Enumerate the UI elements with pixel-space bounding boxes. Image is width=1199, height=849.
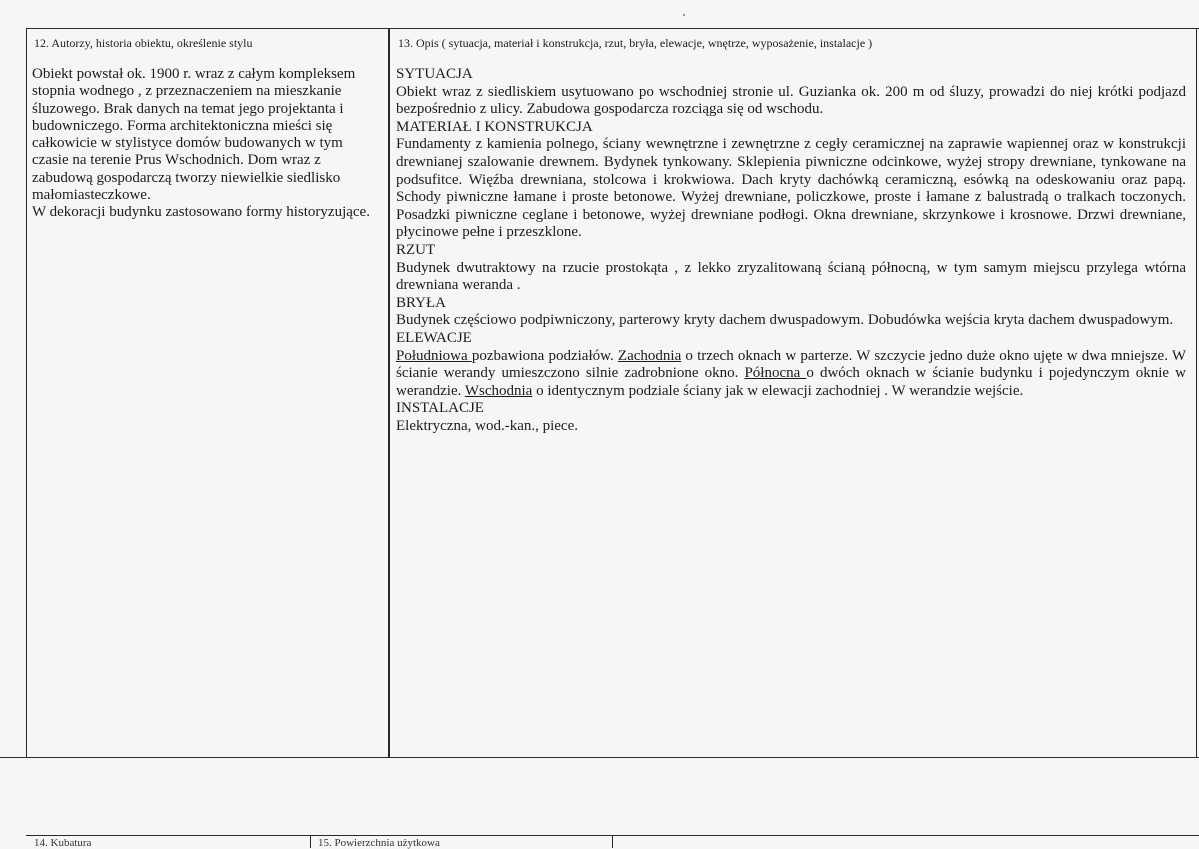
south-elevation-label: Południowa (396, 347, 472, 364)
top-border (26, 28, 1199, 29)
decoration-paragraph: W dekoracji budynku zastosowano formy historyzujące. (32, 204, 370, 221)
footer-cubature-label: 14. Kubatura (34, 837, 92, 849)
section-text-instalacje: Elektryczna, wod.-kan., piece. (396, 417, 578, 434)
north-elevation-label: Północna (744, 365, 807, 382)
south-elevation-text: pozbawiona podziałów. (471, 347, 618, 364)
north-elevation-text: o dwóch oknach w ścianie budynku i pojedynczym oknie w werandzie. (396, 365, 1186, 399)
bottom-border (0, 757, 1199, 758)
section-title-instalacje: INSTALACJE (396, 400, 484, 417)
section-title-rzut: RZUT (396, 241, 436, 258)
authors-history-heading: 12. Autorzy, historia obiektu, określenie stylu (34, 36, 253, 50)
section-title-sytuacja: SYTUACJA (396, 66, 473, 82)
authors-history-text (32, 66, 382, 222)
description-text (396, 66, 1186, 435)
history-paragraph: Obiekt powstał ok. 1900 r. wraz z całym kompleksem stopnia wodnego , z przeznaczeniem na mieszkanie śluzowego. Brak danych na temat jego projektanta i budowniczego. Forma architektoniczna mieści się całkowicie w stylistyce domów budowanych w tym czasie na terenie Prus Wschodnich. Dom wraz z zabudową gospodarczą tworzy niewielkie siedlisko małomiasteczkowe. (32, 66, 356, 204)
section-text-rzut: Budynek dwutraktowy na rzucie prostokąta , z lekko zryzalitowaną ścianą północną, w tym samym miejscu przylega wtórna drewniana weranda . (396, 259, 1186, 294)
section-title-material: MATERIAŁ I KONSTRUKCJA (396, 118, 593, 135)
column-divider (388, 28, 390, 758)
scan-speck (683, 14, 685, 16)
left-border (26, 28, 27, 758)
east-elevation-label: Wschodnia (464, 382, 533, 399)
description-heading: 13. Opis ( sytuacja, materiał i konstrukcja, rzut, bryła, elewacje, wnętrze, wyposażenie, instalacje ) (398, 36, 873, 50)
right-border (1196, 28, 1197, 758)
west-elevation-label: Zachodnia (617, 347, 682, 364)
section-text-material: Fundamenty z kamienia polnego, ściany wewnętrzne i zewnętrzne z cegły ceramicznej na zaprawie wapiennej oraz w konstrukcji drewnianej szalowanie drewnem. Bydynek tynkowany. Sklepienia piwniczne odcinkowe, wyżej stropy drewniane, tynkowane na podsufitce. Więźba drewniana, stolcowa i krokwiowa. Dach kryty dachówką ceramiczną, esówką na odeskowaniu oraz papą. Schody piwniczne łamane i proste betonowe. Wyżej drewniane, policzkowe, proste i łamane z balustradą o tralkach toczonych. Posadzki piwniczne ceglane i betonowe, wyżej drewniane podłogi. Okna drewniane, skrzynkowe i krosnowe. Drzwi drewniane, płycinowe pełne i przeszklone. (396, 136, 1186, 241)
footer-divider-2 (612, 835, 613, 848)
section-text-bryla: Budynek częściowo podpiwniczony, parterowy kryty dachem dwuspadowym. Dobudówka wejścia kryta dachem dwuspadowym. (396, 312, 1174, 329)
section-title-elewacje: ELEWACJE (396, 329, 472, 346)
footer-usable-area-label: 15. Powierzchnia użytkowa (318, 837, 440, 849)
west-elevation-text: o trzech oknach w parterze. W szczycie jedno duże okno ujęte w dwa mniejsze. W ścianie werandy umieszczono silnie zadrobnione okno. (396, 347, 1187, 382)
east-elevation-text: o identycznym podziale ściany jak w elewacji zachodniej . W werandzie wejście. (532, 382, 1024, 399)
section-text-sytuacja: Obiekt wraz z siedliskiem usytuowano po wschodniej stronie ul. Guzianka ok. 200 m od śluzy, prowadzi do niej krótki podjazd bezpośrednio z ulicy. Zabudowa gospodarcza rozciąga się od wschodu. (396, 83, 1186, 118)
footer-divider-1 (310, 835, 311, 848)
section-title-bryla: BRYŁA (396, 294, 447, 311)
section-text-elewacje (396, 348, 1186, 401)
